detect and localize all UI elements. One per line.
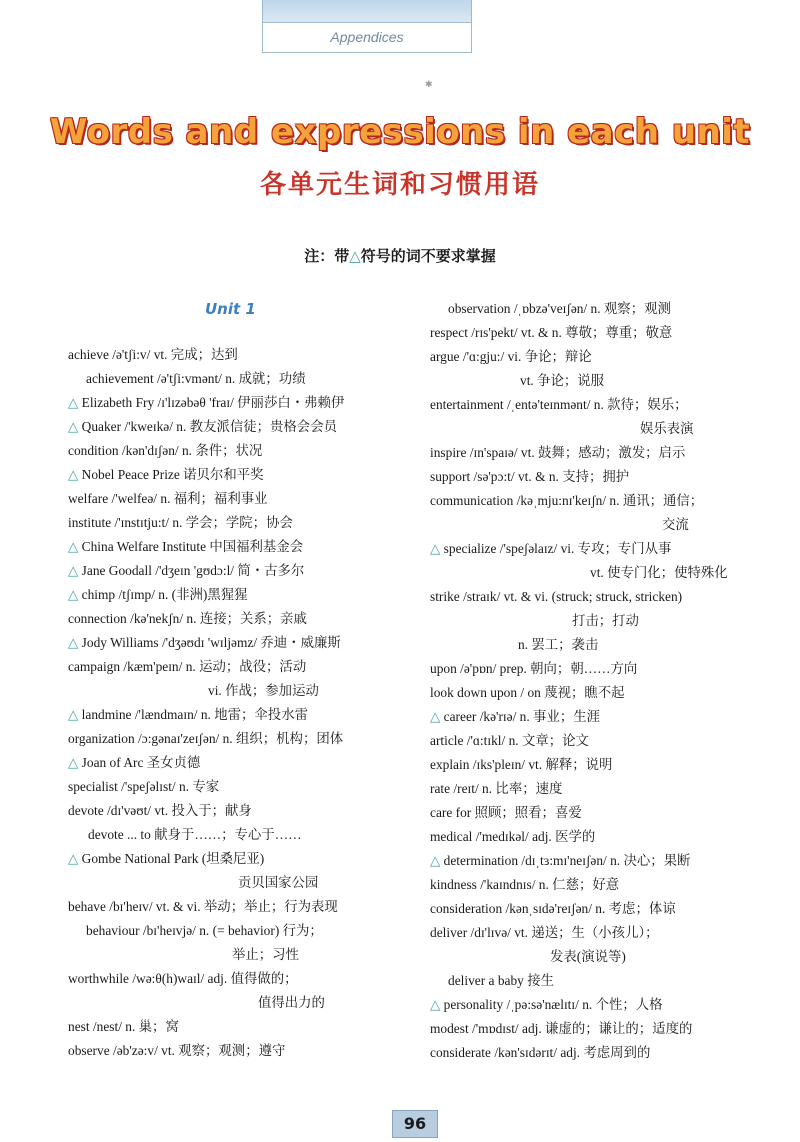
vocab-line: upon /ə'pɒn/ prep. 朝向；朝……方向	[430, 661, 638, 676]
vocab-line: explain /ɪks'pleɪn/ vt. 解释；说明	[430, 757, 613, 772]
vocab-line: △ chimp /tʃɪmp/ n. (非洲)黑猩猩	[68, 587, 248, 603]
header-label: Appendices	[330, 29, 404, 45]
vocab-line: condition /kən'dɪʃən/ n. 条件；状况	[68, 443, 263, 458]
vocab-line: 交流	[662, 517, 689, 532]
triangle-icon: △	[349, 247, 361, 265]
vocab-line: worthwhile /wə:θ(h)waɪl/ adj. 值得做的；	[68, 971, 298, 986]
vocab-line: inspire /ɪn'spaɪə/ vt. 鼓舞；感动；激发；启示	[430, 445, 686, 460]
vocab-line: nest /nest/ n. 巢；窝	[68, 1019, 179, 1034]
vocab-line: respect /rɪs'pekt/ vt. & n. 尊敬；尊重；敬意	[430, 325, 673, 340]
triangle-icon: △	[430, 854, 441, 869]
vocab-line: campaign /kæm'peɪn/ n. 运动；战役；活动	[68, 659, 307, 674]
vocab-line: devote ... to 献身于……；专心于……	[88, 827, 302, 842]
vocab-line: observation /ˌɒbzə'veɪʃən/ n. 观察；观测	[448, 301, 671, 316]
vocab-line: communication /kəˌmju:nɪ'keɪʃn/ n. 通讯；通信；	[430, 493, 704, 508]
vocab-line: care for 照顾；照看；喜爱	[430, 805, 582, 820]
triangle-icon: △	[430, 710, 441, 725]
page-number: 96	[392, 1110, 438, 1138]
vocab-line: △ career /kə'rɪə/ n. 事业；生涯	[430, 709, 601, 725]
vocab-line: △ Elizabeth Fry /ɪ'lɪzəbəθ 'fraɪ/ 伊丽莎白・弗赖伊	[68, 395, 345, 411]
vocab-line: deliver /dɪ'lɪvə/ vt. 递送；生（小孩儿）；	[430, 925, 659, 940]
triangle-icon: △	[68, 396, 79, 411]
vocab-line: △ Quaker /'kweɪkə/ n. 教友派信徒；贵格会会员	[68, 419, 337, 435]
vocab-line: 打击；打动	[572, 613, 639, 628]
vocab-line: △ determination /dɪˌtɜ:mɪ'neɪʃən/ n. 决心；果断	[430, 853, 691, 869]
unit-title: Unit 1	[205, 300, 256, 318]
note-line	[0, 245, 800, 266]
vocab-line: modest /'mɒdɪst/ adj. 谦虚的；谦让的；适度的	[430, 1021, 693, 1036]
triangle-icon: △	[68, 540, 79, 555]
star-mark: ✱	[425, 80, 433, 90]
vocab-line: n. 罢工；袭击	[518, 637, 599, 652]
vocab-line: institute /'ɪnstɪtju:t/ n. 学会；学院；协会	[68, 515, 293, 530]
header-band	[262, 0, 472, 53]
triangle-icon: △	[68, 588, 79, 603]
vocab-line: △ China Welfare Institute 中国福利基金会	[68, 539, 304, 555]
vocab-line: △ personality /ˌpə:sə'nælɪtɪ/ n. 个性；人格	[430, 997, 663, 1013]
header-decorative-strip	[263, 0, 471, 23]
triangle-icon: △	[430, 998, 441, 1013]
vocab-line: achievement /ə'tʃi:vmənt/ n. 成就；功绩	[86, 371, 306, 386]
vocab-line: welfare /'welfeə/ n. 福利；福利事业	[68, 491, 268, 506]
triangle-icon: △	[430, 542, 441, 557]
vocab-line: organization /ɔ:gənaɪ'zeɪʃən/ n. 组织；机构；团体	[68, 731, 344, 746]
triangle-icon: △	[68, 420, 79, 435]
vocab-line: consideration /kənˌsɪdə'reɪʃən/ n. 考虑；体谅	[430, 901, 676, 916]
vocab-line: vt. 争论；说服	[520, 373, 605, 388]
vocab-line: △ Jody Williams /'dʒəʊdɪ 'wɪljəmz/ 乔迪・威廉斯	[68, 635, 341, 651]
vocab-line: △ specialize /'speʃəlaɪz/ vi. 专攻；专门从事	[430, 541, 672, 557]
triangle-icon: △	[68, 708, 79, 723]
vocab-line: △ Nobel Peace Prize 诺贝尔和平奖	[68, 467, 264, 483]
vocab-line: vt. 使专门化；使特殊化	[590, 565, 728, 580]
vocab-line: strike /straɪk/ vt. & vi. (struck; struck, stricken)	[430, 589, 683, 604]
triangle-icon: △	[68, 636, 79, 651]
vocab-line: achieve /ə'tʃi:v/ vt. 完成；达到	[68, 347, 238, 362]
triangle-icon: △	[68, 756, 79, 771]
vocab-line: 举止；习性	[232, 947, 299, 962]
vocab-line: 贡贝国家公园	[238, 875, 319, 890]
vocab-line: specialist /'speʃəlɪst/ n. 专家	[68, 779, 220, 794]
vocab-line: behaviour /bɪ'heɪvjə/ n. (= behavior) 行为；	[86, 923, 323, 938]
vocab-line: 发表(演说等)	[550, 949, 626, 964]
vocab-line: △ Gombe National Park (坦桑尼亚)	[68, 851, 265, 867]
vocab-line: entertainment /ˌentə'teɪnmənt/ n. 款待；娱乐；	[430, 397, 688, 412]
triangle-icon: △	[68, 468, 79, 483]
vocab-line: vi. 作战；参加运动	[208, 683, 319, 698]
vocab-line: deliver a baby 接生	[448, 973, 554, 988]
triangle-icon: △	[68, 852, 79, 867]
vocab-line: 娱乐表演	[640, 421, 694, 436]
vocab-line: 值得出力的	[258, 995, 325, 1010]
vocab-line: medical /'medɪkəl/ adj. 医学的	[430, 829, 596, 844]
vocab-line: devote /dɪ'vəʊt/ vt. 投入于；献身	[68, 803, 252, 818]
vocab-line: rate /reɪt/ n. 比率；速度	[430, 781, 563, 796]
vocab-line: argue /'ɑ:gju:/ vi. 争论；辩论	[430, 349, 592, 364]
vocab-line: kindness /'kaɪndnɪs/ n. 仁慈；好意	[430, 877, 620, 892]
vocab-line: △ Jane Goodall /'dʒeɪn 'gʊdɔ:l/ 简・古多尔	[68, 563, 305, 579]
vocab-line: △ landmine /'lændmaɪn/ n. 地雷；伞投水雷	[68, 707, 308, 723]
vocab-line: behave /bɪ'heɪv/ vt. & vi. 举动；举止；行为表现	[68, 899, 338, 914]
vocab-line: look down upon / on 蔑视；瞧不起	[430, 685, 625, 700]
vocab-line: observe /əb'zə:v/ vt. 观察；观测；遵守	[68, 1043, 286, 1058]
vocab-line: support /sə'pɔ:t/ vt. & n. 支持；拥护	[430, 469, 630, 484]
note-suffix: 符号的词不要求掌握	[360, 247, 496, 265]
note-prefix: 注：带	[304, 247, 350, 265]
vocab-line: △ Joan of Arc 圣女贞德	[68, 755, 201, 771]
vocab-line: considerate /kən'sɪdərɪt/ adj. 考虑周到的	[430, 1045, 651, 1060]
triangle-icon: △	[68, 564, 79, 579]
page-title-english: Words and expressions in each unit	[49, 112, 751, 152]
vocab-line: article /'ɑ:tɪkl/ n. 文章；论文	[430, 733, 589, 748]
vocab-line: connection /kə'nekʃn/ n. 连接；关系；亲戚	[68, 611, 307, 626]
page-title-chinese: 各单元生词和习惯用语	[259, 170, 540, 200]
